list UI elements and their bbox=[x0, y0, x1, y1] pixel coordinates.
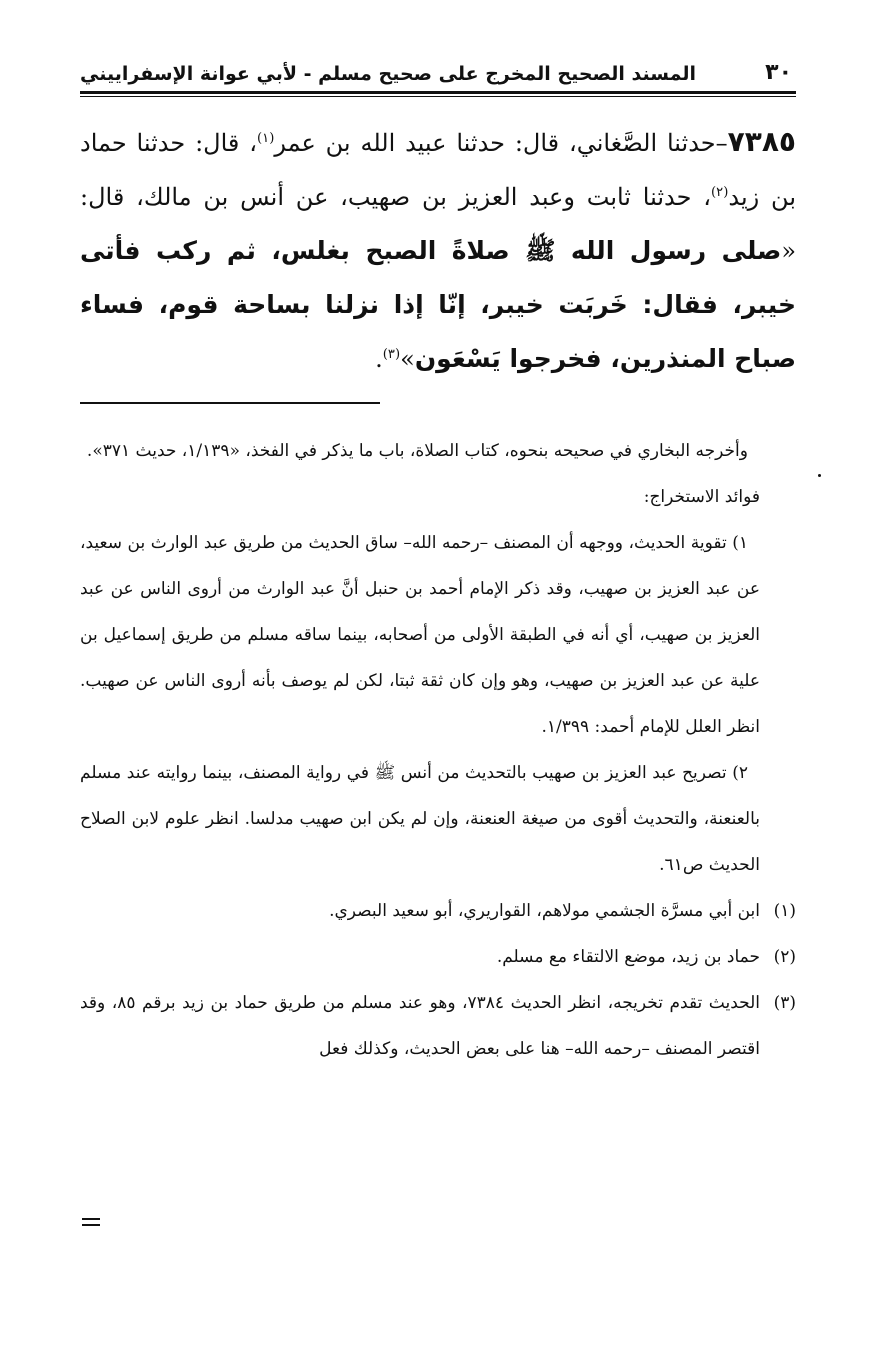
footnote-text-3: الحديث تقدم تخريجه، انظر الحديث ٧٣٨٤، وهو عند مسلم من طريق حماد بن زيد برقم ٨٥، وقد اقتصر المصنف –رحمه الله– هنا على بعض الحديث، وكذلك فعل bbox=[80, 993, 761, 1059]
hadith-matn: صلى رسول الله ﷺ صلاةً الصبح بغلس، ثم ركب فأتى خيبر، فقال: خَربَت خيبر، إنّا إذا نزلنا بساحة قوم، فساء صباح المنذرين، فخرجوا يَسْعَون bbox=[80, 236, 796, 373]
benefit-1: ١) تقوية الحديث، ووجهه أن المصنف –رحمه الله– ساق الحديث من طريق عبد الوارث بن سعيد، عن عبد العزيز بن صهيب، وقد ذكر الإمام أحمد بن حنبل أنَّ عبد الوارث من أروى الناس عن عبد العزيز بن صهيب، أي أنه في الطبقة الأولى من أصحابه، بينما ساقه مسلم من طريق إسماعيل بن علية عن عبد العزيز بن صهيب، وهو وإن كان ثقة ثبتا، لكن لم يوصف بأنه أروى الناس عن صهيب. انظر العلل للإمام أحمد: ١/٣٩٩. bbox=[80, 533, 760, 737]
header-rule-thin bbox=[80, 96, 796, 97]
hadith-number: ٧٣٨٥ bbox=[727, 125, 796, 158]
footnote-ref-3[interactable]: (٣) bbox=[382, 347, 401, 362]
margin-dot bbox=[818, 474, 821, 477]
footnote-text-2: حماد بن زيد، موضع الالتقاء مع مسلم. bbox=[496, 947, 760, 967]
page-number: ٣٠ bbox=[765, 60, 792, 85]
footnotes bbox=[80, 888, 796, 1072]
commentary bbox=[80, 428, 796, 888]
takhrij-paragraph: وأخرجه البخاري في صحيحه بنحوه، كتاب الصلاة، باب ما يذكر في الفخذ، «١/١٣٩، حديث ٣٧١». bbox=[86, 441, 748, 461]
hadith-close-quote: » bbox=[400, 345, 415, 373]
benefit-2: ٢) تصريح عبد العزيز بن صهيب بالتحديث من أنس ﷺ في رواية المصنف، بينما روايته عند مسلم بالعنعنة، والتحديث أقوى من صيغة العنعنة، وإن لم يكن ابن صهيب مدلسا. انظر علوم لابن الصلاح الحديث ص٦١. bbox=[80, 763, 760, 875]
continuation-mark bbox=[82, 1218, 100, 1230]
header-rule-thick bbox=[80, 91, 796, 94]
footnote-ref-1[interactable]: (١) bbox=[256, 131, 275, 146]
footnote-1 bbox=[80, 888, 796, 934]
benefits-heading: فوائد الاستخراج: bbox=[643, 487, 760, 507]
footnote-mark-1: (١) bbox=[773, 901, 796, 921]
page bbox=[80, 60, 796, 1072]
hadith-text bbox=[80, 115, 796, 386]
footnote-3 bbox=[80, 980, 796, 1072]
hadith-end: . bbox=[375, 345, 383, 373]
footnote-2 bbox=[80, 934, 796, 980]
hadith-isnad-1: –حدثنا الصَّغاني، قال: حدثنا عبيد الله بن عمر bbox=[274, 129, 728, 157]
section-divider bbox=[80, 402, 380, 404]
book-title: المسند الصحيح المخرج على صحيح مسلم - لأبي عوانة الإسفراييني bbox=[80, 63, 696, 85]
footnote-ref-2[interactable]: (٢) bbox=[710, 185, 729, 200]
footnote-text-1: ابن أبي مسرَّة الجشمي مولاهم، القواريري، أبو سعيد البصري. bbox=[329, 901, 760, 921]
footnote-mark-2: (٢) bbox=[773, 947, 796, 967]
footnote-mark-3: (٣) bbox=[773, 993, 796, 1013]
hadith-isnad-2: ، قال: حدثنا حماد بن زيد bbox=[80, 129, 796, 211]
hadith-isnad-3: ، حدثنا ثابت وعبد العزيز بن صهيب، عن أنس بن مالك، قال: « bbox=[80, 183, 796, 265]
running-header bbox=[80, 60, 796, 91]
